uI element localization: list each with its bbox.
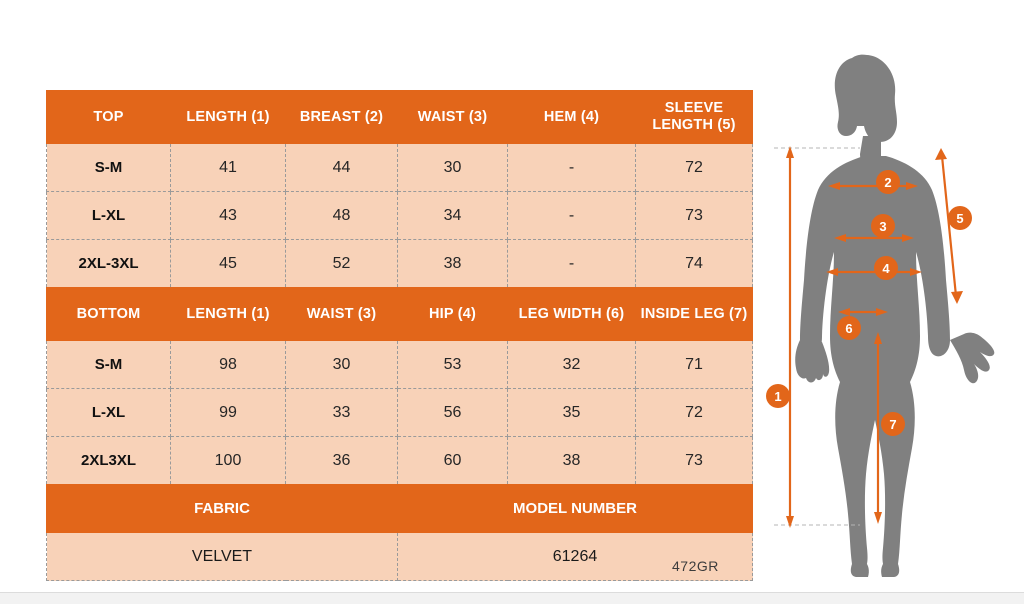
- table-row: [47, 192, 753, 240]
- header-top-length: LENGTH (1): [171, 91, 286, 144]
- cell-value: 41: [171, 144, 286, 192]
- cell-value: 73: [636, 437, 753, 485]
- cell-value: 48: [286, 192, 398, 240]
- table-row: [47, 389, 753, 437]
- cell-value: 43: [171, 192, 286, 240]
- female-silhouette-icon: [795, 55, 994, 577]
- table-footer-value-row: [47, 533, 753, 581]
- header-top-waist: WAIST (3): [398, 91, 508, 144]
- table-row: [47, 240, 753, 288]
- cell-value: 45: [171, 240, 286, 288]
- header-top-hem: HEM (4): [508, 91, 636, 144]
- marker-label-7: 7: [889, 417, 897, 432]
- table-row: [47, 341, 753, 389]
- row-size-label: S-M: [47, 341, 171, 389]
- cell-value: 72: [636, 389, 753, 437]
- table-row: [47, 437, 753, 485]
- cell-value: 53: [398, 341, 508, 389]
- marker-label-6: 6: [845, 321, 853, 336]
- marker-label-5: 5: [956, 211, 964, 226]
- header-bottom-waist: WAIST (3): [286, 288, 398, 341]
- marker-label-3: 3: [879, 219, 887, 234]
- cell-value: 72: [636, 144, 753, 192]
- value-model-number: 61264: [398, 533, 753, 581]
- cell-value: 30: [286, 341, 398, 389]
- cell-value: -: [508, 144, 636, 192]
- value-fabric: VELVET: [47, 533, 398, 581]
- row-size-label: L-XL: [47, 192, 171, 240]
- row-size-label: 2XL-3XL: [47, 240, 171, 288]
- cell-value: 36: [286, 437, 398, 485]
- cell-value: 35: [508, 389, 636, 437]
- header-top-breast: BREAST (2): [286, 91, 398, 144]
- header-bottom-leg-width: LEG WIDTH (6): [508, 288, 636, 341]
- cell-value: 98: [171, 341, 286, 389]
- cell-value: 56: [398, 389, 508, 437]
- cell-value: 74: [636, 240, 753, 288]
- cell-value: 32: [508, 341, 636, 389]
- measurement-figure: [760, 40, 1010, 580]
- cell-value: 38: [508, 437, 636, 485]
- table-footer-header-row: [47, 485, 753, 533]
- table-header-row-top: [47, 91, 753, 144]
- table-header-row-bottom: [47, 288, 753, 341]
- size-chart-table: [46, 90, 753, 581]
- header-model-number: MODEL NUMBER: [398, 485, 753, 533]
- cell-value: 33: [286, 389, 398, 437]
- cell-value: 44: [286, 144, 398, 192]
- cell-value: -: [508, 240, 636, 288]
- marker-label-4: 4: [882, 261, 890, 276]
- marker-label-2: 2: [884, 175, 892, 190]
- cell-value: 71: [636, 341, 753, 389]
- cell-value: -: [508, 192, 636, 240]
- table-row: [47, 144, 753, 192]
- cell-value: 60: [398, 437, 508, 485]
- cell-value: 73: [636, 192, 753, 240]
- header-bottom-hip: HIP (4): [398, 288, 508, 341]
- header-top: TOP: [47, 91, 171, 144]
- header-bottom-inside-leg: INSIDE LEG (7): [636, 288, 753, 341]
- cell-value: 38: [398, 240, 508, 288]
- cell-value: 99: [171, 389, 286, 437]
- cell-value: 30: [398, 144, 508, 192]
- row-size-label: L-XL: [47, 389, 171, 437]
- marker-label-1: 1: [774, 389, 782, 404]
- row-size-label: 2XL3XL: [47, 437, 171, 485]
- header-bottom-length: LENGTH (1): [171, 288, 286, 341]
- cell-value: 34: [398, 192, 508, 240]
- header-fabric: FABRIC: [47, 485, 398, 533]
- product-code-label: 472GR: [672, 558, 719, 574]
- row-size-label: S-M: [47, 144, 171, 192]
- cell-value: 100: [171, 437, 286, 485]
- cell-value: 52: [286, 240, 398, 288]
- page-bottom-bar: [0, 592, 1024, 604]
- header-top-sleeve-length: SLEEVE LENGTH (5): [636, 91, 753, 144]
- header-bottom: BOTTOM: [47, 288, 171, 341]
